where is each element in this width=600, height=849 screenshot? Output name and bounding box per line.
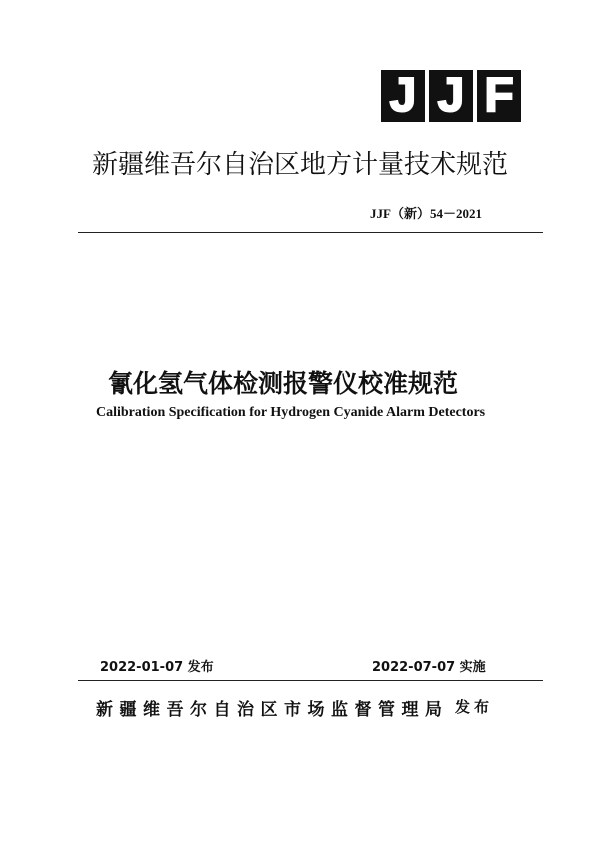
jjf-logo <box>381 70 523 122</box>
effective-date: 2022-07-07 实施 <box>372 660 486 675</box>
issuing-authority: 新疆维吾尔自治区市场监督管理局 <box>96 700 449 720</box>
bottom-divider <box>78 680 543 681</box>
logo-letter: J <box>429 70 473 122</box>
document-title: 氰化氢气体检测报警仪校准规范 <box>108 369 459 398</box>
publish-date: 2022-01-07 发布 <box>100 660 214 675</box>
top-divider <box>78 232 543 233</box>
issuer-suffix: 发布 <box>455 698 494 716</box>
series-title: 新疆维吾尔自治区地方计量技术规范 <box>92 150 509 180</box>
standard-code: JJF（新）54－2021 <box>370 206 482 221</box>
logo-letter: J <box>381 70 425 122</box>
logo-letter: F <box>477 70 521 122</box>
document-title-english: Calibration Specification for Hydrogen Cyanide Alarm Detectors <box>96 405 486 420</box>
